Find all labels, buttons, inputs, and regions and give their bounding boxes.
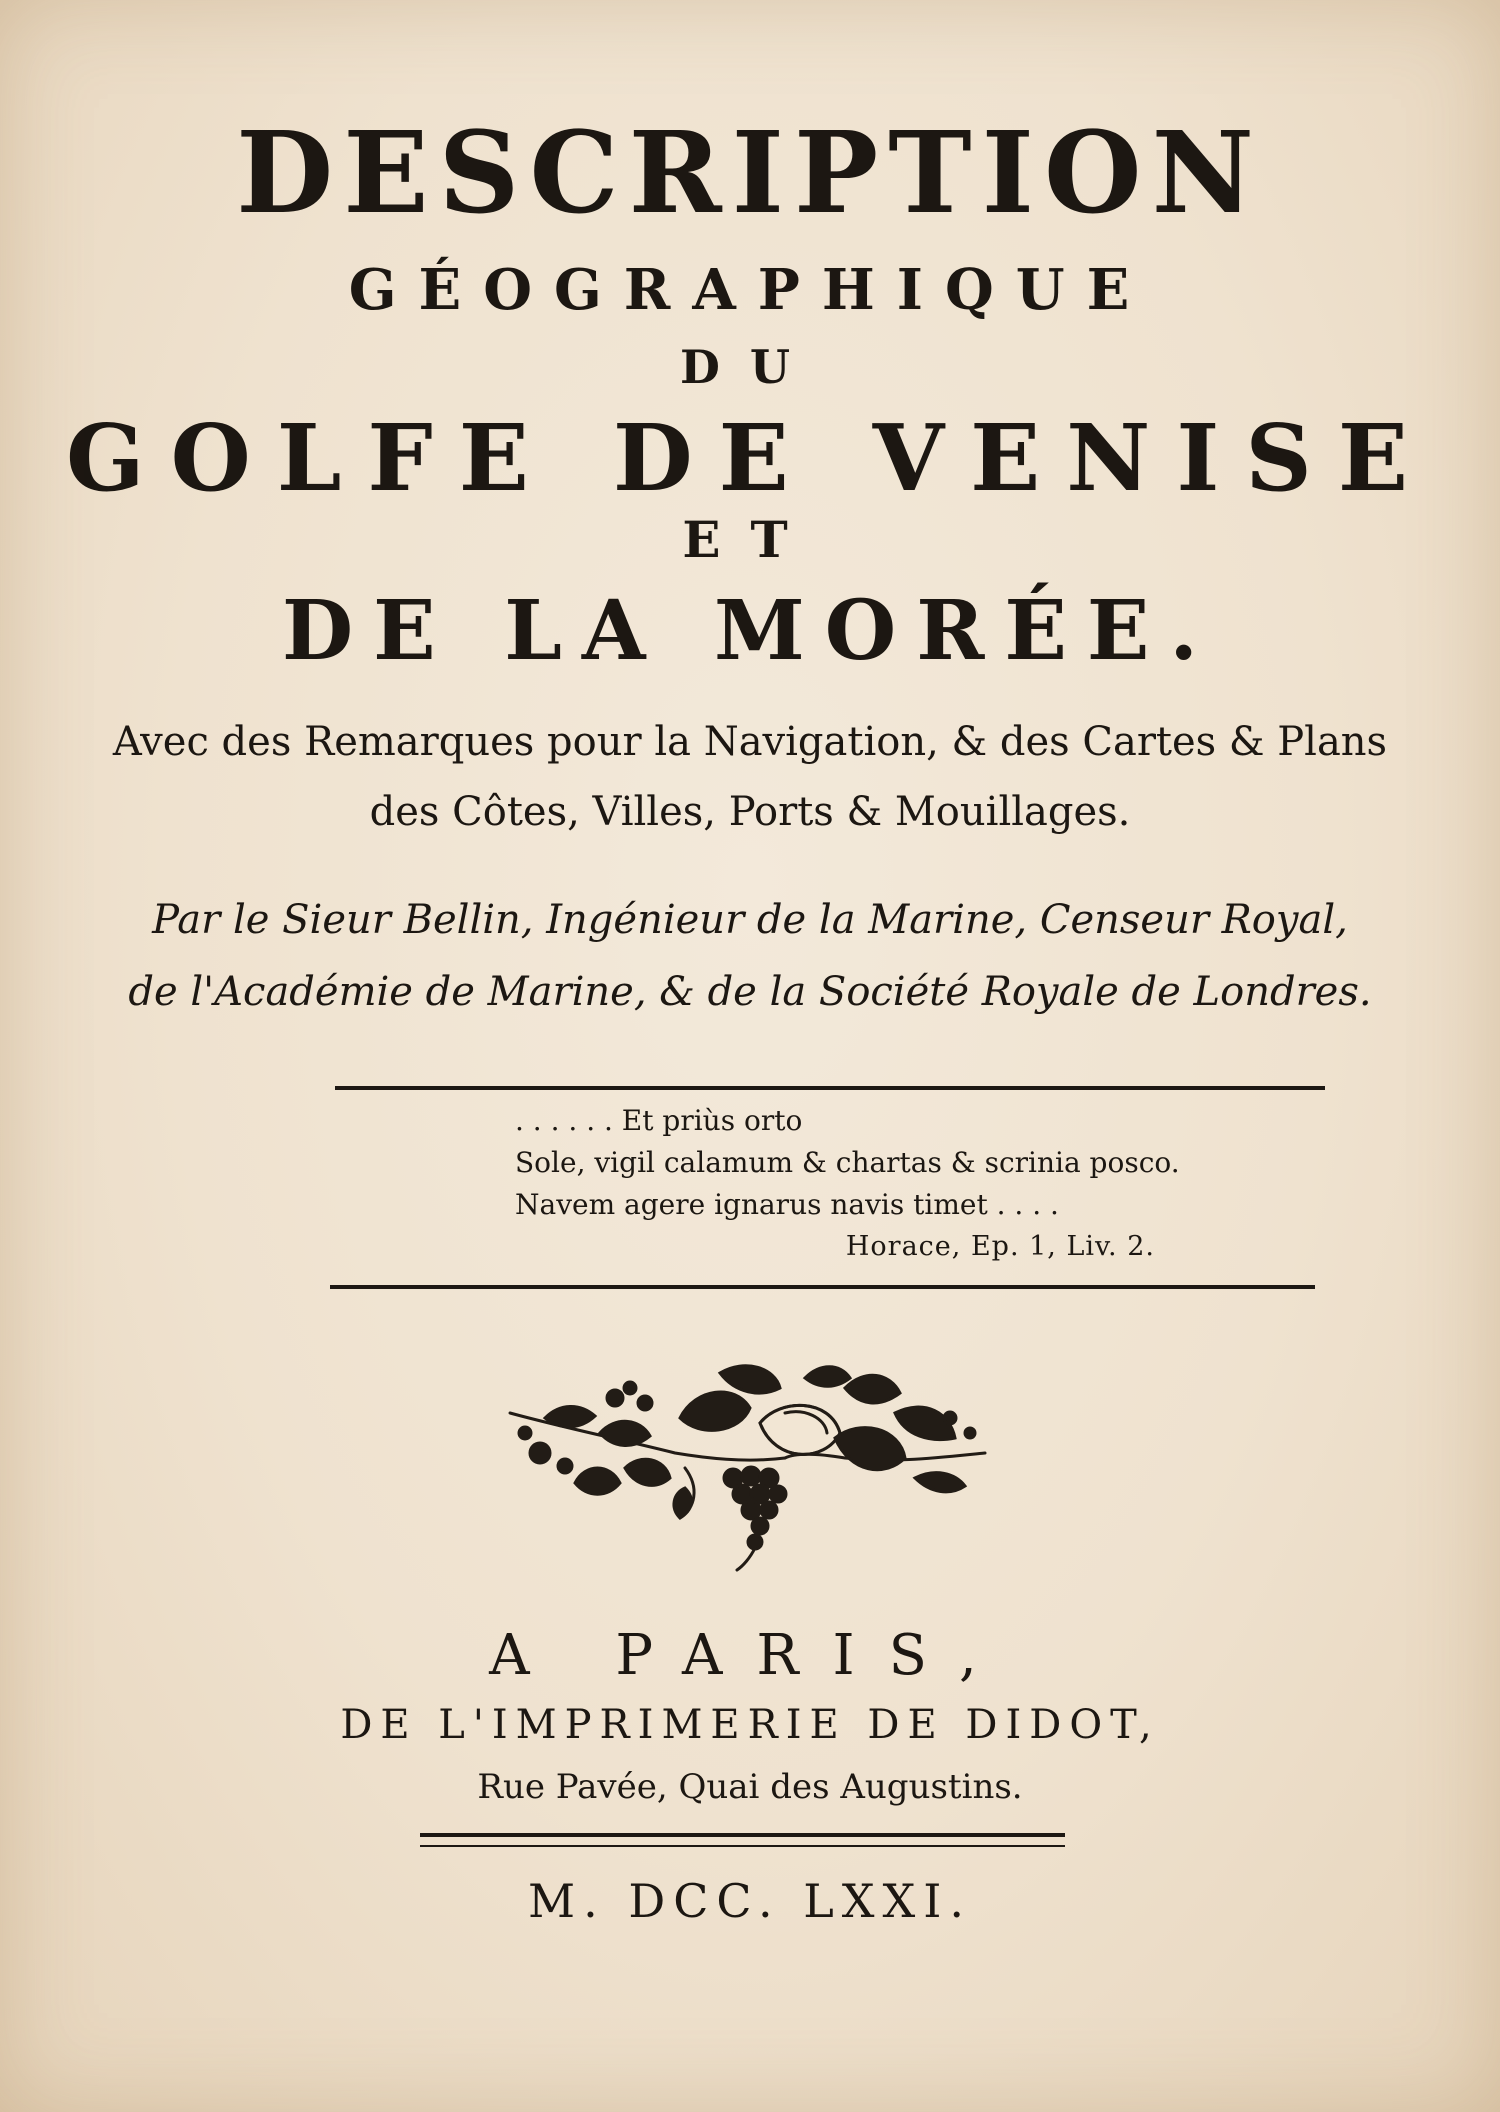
fruit-and-foliage-vignette-icon bbox=[505, 1358, 995, 1576]
title-line-moree: DE LA MORÉE. bbox=[282, 583, 1218, 679]
author-line-1: Par le Sieur Bellin, Ingénieur de la Marine, Censeur Royal, bbox=[152, 897, 1348, 943]
publication-year: M. DCC. LXXI. bbox=[527, 1874, 973, 1928]
epigraph-bottom-rule bbox=[330, 1285, 1315, 1289]
title-line-du: DU bbox=[679, 340, 820, 394]
epigraph-attribution: Horace, Ep. 1, Liv. 2. bbox=[845, 1231, 1155, 1262]
epigraph-line-1: . . . . . . Et priùs orto bbox=[515, 1104, 803, 1137]
epigraph-top-rule bbox=[335, 1086, 1325, 1090]
imprint-rule-bottom bbox=[420, 1845, 1065, 1847]
title-line-golfe: GOLFE DE VENISE bbox=[66, 404, 1434, 512]
title-line-et: ET bbox=[682, 510, 818, 569]
author-line-2: de l'Académie de Marine, & de la Société Royale de Londres. bbox=[128, 969, 1372, 1015]
title-line-description: DESCRIPTION bbox=[236, 108, 1264, 239]
imprint-place: A PARIS, bbox=[489, 1623, 1011, 1688]
epigraph-line-2: Sole, vigil calamum & chartas & scrinia posco. bbox=[515, 1146, 1180, 1179]
imprint-address: Rue Pavée, Quai des Augustins. bbox=[477, 1767, 1023, 1807]
epigraph-line-3: Navem agere ignarus navis timet . . . . bbox=[515, 1188, 1059, 1221]
epigraph bbox=[515, 1100, 1180, 1268]
title-line-geographique: GÉOGRAPHIQUE bbox=[348, 257, 1152, 323]
subtitle-line-2: des Côtes, Villes, Ports & Mouillages. bbox=[369, 789, 1131, 835]
imprint-rule-top bbox=[420, 1833, 1065, 1837]
subtitle-line-1: Avec des Remarques pour la Navigation, & des Cartes & Plans bbox=[112, 719, 1388, 765]
imprint-printer: DE L'IMPRIMERIE DE DIDOT, bbox=[340, 1702, 1160, 1748]
